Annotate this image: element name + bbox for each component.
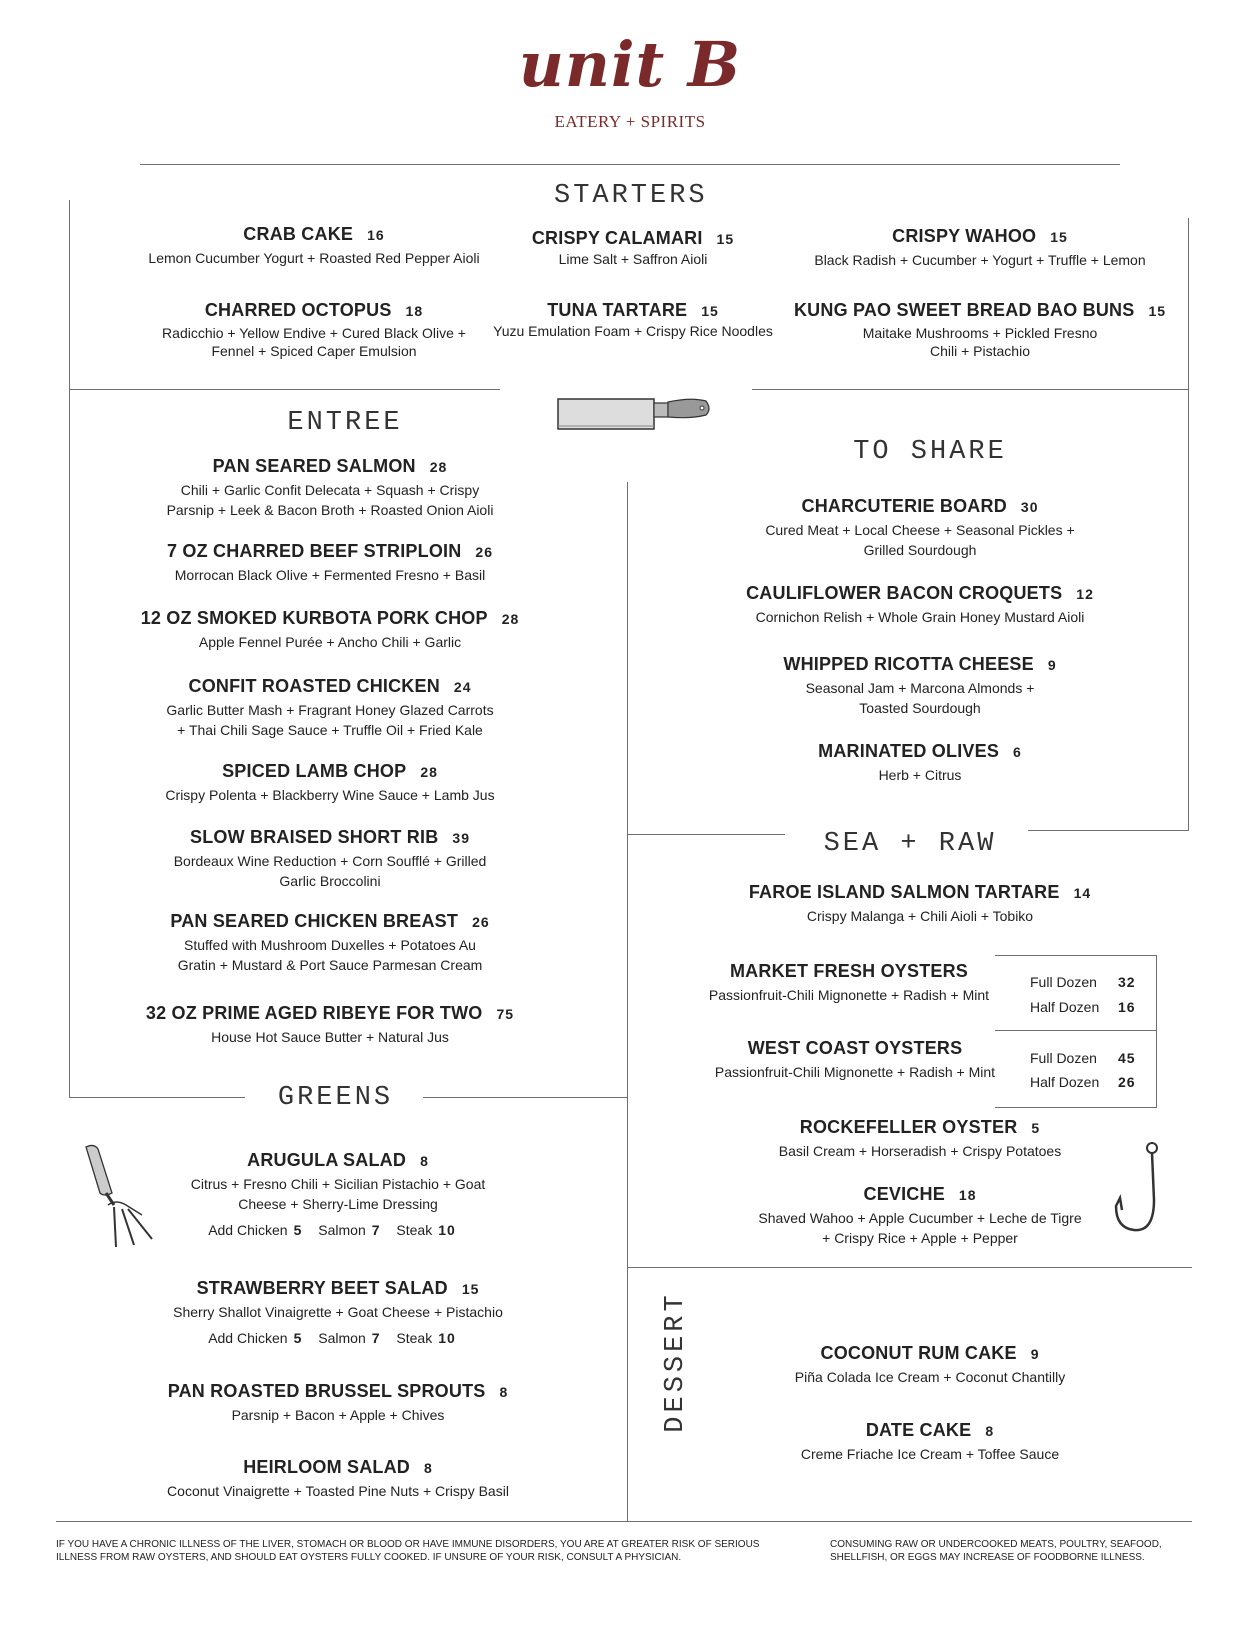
raw-food-disclaimer: CONSUMING RAW OR UNDERCOOKED MEATS, POULTRY, SEAFOOD, SHELLFISH, OR EGGS MAY INCREASE OF FOODBORNE ILLNESS.	[830, 1539, 1162, 1563]
brand-logo: unit B	[518, 28, 742, 101]
greens-rule-right	[423, 1097, 628, 1098]
share-item: WHIPPED RICOTTA CHEESE 9 Seasonal Jam + Marcona Almonds + Toasted Sourdough	[783, 654, 1057, 716]
greens-rule-left	[69, 1097, 245, 1098]
addon-options: Add Chicken 5 Salmon 7 Steak 10	[208, 1222, 456, 1238]
section-title-dessert: DESSERT	[661, 1291, 691, 1433]
entree-item: PAN SEARED SALMON 28 Chili + Garlic Confit Delecata + Squash + Crispy Parsnip + Leek & Bacon Broth + Roasted Onion Aioli	[166, 456, 494, 518]
starter-item: CRISPY WAHOO 15 Black Radish + Cucumber + Yogurt + Truffle + Lemon	[814, 226, 1146, 268]
right-frame-upper	[1188, 218, 1189, 830]
entree-item: 12 OZ SMOKED KURBOTA PORK CHOP 28 Apple Fennel Purée + Ancho Chili + Garlic	[140, 608, 520, 650]
center-divider	[627, 482, 628, 1522]
sea-bottom-rule	[627, 1267, 1192, 1268]
dessert-item: COCONUT RUM CAKE 9 Piña Colada Ice Cream + Coconut Chantilly	[794, 1343, 1066, 1385]
raw-oyster-disclaimer: IF YOU HAVE A CHRONIC ILLNESS OF THE LIVER, STOMACH OR BLOOD OR HAVE IMMUNE DISORDERS, YOU ARE AT GREATER RISK OF SERIOUS ILLNESS FROM RAW OYSTERS, AND SHOULD EAT OYSTERS FULLY COOKED. IF UNSURE OF YOUR RISK, CONSULT A PHYSICIAN.	[56, 1539, 760, 1563]
oyster-price-row: Full Dozen 45	[1030, 1050, 1136, 1066]
oyster-box-bottom	[995, 1107, 1156, 1108]
sea-item: MARKET FRESH OYSTERS Passionfruit-Chili Mignonette + Radish + Mint	[708, 961, 990, 1003]
left-frame-upper	[69, 200, 70, 1098]
section-title-entree: ENTREE	[255, 408, 435, 438]
starter-item: KUNG PAO SWEET BREAD BAO BUNS 15 Maitake Mushrooms + Pickled Fresno Chili + Pistachio	[793, 300, 1167, 359]
section-title-sea-raw: SEA + RAW	[800, 829, 1020, 859]
entree-item: PAN SEARED CHICKEN BREAST 26 Stuffed with Mushroom Duxelles + Potatoes Au Gratin + Mustard & Port Sauce Parmesan Cream	[170, 911, 490, 973]
entree-item: SPICED LAMB CHOP 28 Crispy Polenta + Blackberry Wine Sauce + Lamb Jus	[165, 761, 495, 803]
oyster-price-row: Half Dozen 26	[1030, 1074, 1136, 1090]
greens-item: HEIRLOOM SALAD 8 Coconut Vinaigrette + Toasted Pine Nuts + Crispy Basil	[167, 1457, 509, 1499]
starter-item: CRAB CAKE 16 Lemon Cucumber Yogurt + Roasted Red Pepper Aioli	[148, 224, 480, 266]
starter-item: CRISPY CALAMARI 15 Lime Salt + Saffron Aioli	[531, 228, 735, 267]
greens-item: ARUGULA SALAD 8 Citrus + Fresno Chili + Sicilian Pistachio + Goat Cheese + Sherry-Lime Dressing Add Chicken 5 Salmon 7 Steak 10	[138, 1150, 538, 1238]
oyster-box-mid	[995, 1030, 1156, 1031]
share-bottom-right	[1028, 830, 1189, 831]
section-title-starters: STARTERS	[540, 181, 720, 211]
addon-options: Add Chicken 5 Salmon 7 Steak 10	[208, 1330, 456, 1346]
starters-bottom-left	[69, 389, 500, 390]
section-title-to-share: TO SHARE	[820, 437, 1040, 467]
dessert-item: DATE CAKE 8 Creme Friache Ice Cream + Toffee Sauce	[800, 1420, 1060, 1462]
oyster-price-row: Half Dozen 16	[1030, 999, 1136, 1015]
sea-item: ROCKEFELLER OYSTER 5 Basil Cream + Horseradish + Crispy Potatoes	[778, 1117, 1062, 1159]
greens-item: STRAWBERRY BEET SALAD 15 Sherry Shallot Vinaigrette + Goat Cheese + Pistachio Add Chicken 5 Salmon 7 Steak 10	[138, 1278, 538, 1346]
entree-item: CONFIT ROASTED CHICKEN 24 Garlic Butter Mash + Fragrant Honey Glazed Carrots + Thai Chili Sage Sauce + Truffle Oil + Fried Kale	[166, 676, 494, 738]
starters-bottom-right	[752, 389, 1189, 390]
oyster-price-row: Full Dozen 32	[1030, 974, 1136, 990]
sea-item: WEST COAST OYSTERS Passionfruit-Chili Mignonette + Radish + Mint	[714, 1038, 996, 1080]
share-item: MARINATED OLIVES 6 Herb + Citrus	[818, 741, 1022, 783]
cleaver-knife-icon	[556, 393, 712, 431]
entree-item: SLOW BRAISED SHORT RIB 39 Bordeaux Wine Reduction + Corn Soufflé + Grilled Garlic Broccolini	[173, 827, 487, 889]
entree-item: 7 OZ CHARRED BEEF STRIPLOIN 26 Morrocan Black Olive + Fermented Fresno + Basil	[167, 541, 493, 583]
share-bottom-left	[627, 834, 785, 835]
entree-item: 32 OZ PRIME AGED RIBEYE FOR TWO 75 House Hot Sauce Butter + Natural Jus	[145, 1003, 515, 1045]
greens-item: PAN ROASTED BRUSSEL SPROUTS 8 Parsnip + Bacon + Apple + Chives	[167, 1381, 509, 1423]
section-title-greens: GREENS	[248, 1083, 423, 1113]
sea-item: CEVICHE 18 Shaved Wahoo + Apple Cucumber + Leche de Tigre + Crispy Rice + Apple + Pepper	[758, 1184, 1082, 1246]
share-item: CAULIFLOWER BACON CROQUETS 12 Cornichon Relish + Whole Grain Honey Mustard Aioli	[746, 583, 1094, 625]
top-rule	[140, 164, 1120, 165]
oyster-box-right	[1156, 955, 1157, 1108]
starter-item: TUNA TARTARE 15 Yuzu Emulation Foam + Crispy Rice Noodles	[493, 300, 773, 339]
oyster-box-top	[995, 955, 1156, 956]
share-item: CHARCUTERIE BOARD 30 Cured Meat + Local Cheese + Seasonal Pickles + Grilled Sourdough	[765, 496, 1075, 558]
brand-subtitle: EATERY + SPIRITS	[554, 112, 706, 131]
starter-item: CHARRED OCTOPUS 18 Radicchio + Yellow Endive + Cured Black Olive + Fennel + Spiced Caper Emulsion	[162, 300, 466, 359]
footer-rule	[56, 1521, 1192, 1522]
sea-item: FAROE ISLAND SALMON TARTARE 14 Crispy Malanga + Chili Aioli + Tobiko	[748, 882, 1092, 924]
